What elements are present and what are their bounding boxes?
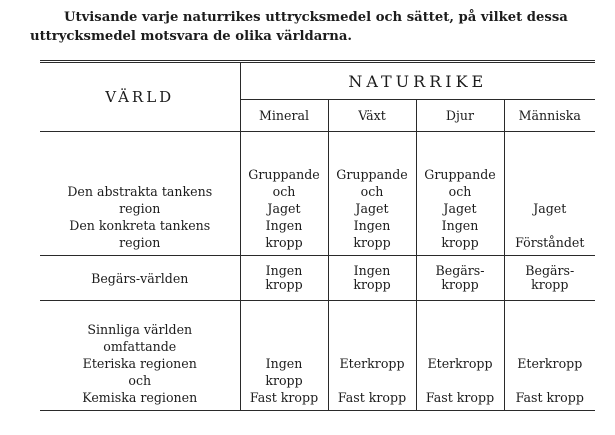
- cell-world-mental: [40, 132, 240, 256]
- line: Den konkreta tankens: [69, 218, 211, 233]
- line: Eteriska regionen: [82, 356, 197, 371]
- table-caption: Utvisande varje naturrikes uttrycksmedel och sättet, på vilket dessa uttrycksmedel motsvara de olika världarna.: [30, 10, 568, 44]
- header-col-human: Människa: [504, 100, 595, 132]
- line: omfattande: [103, 339, 177, 354]
- line: kropp: [353, 235, 391, 250]
- line: Jaget: [355, 201, 389, 216]
- line: region: [119, 201, 161, 216]
- cell-human-mental: [504, 132, 595, 256]
- line: kropp: [265, 235, 303, 250]
- cell-mineral-physical: [240, 301, 328, 411]
- worlds-kingdoms-table: [40, 60, 595, 411]
- table-row-mental: [40, 132, 595, 256]
- line: Jaget: [267, 201, 301, 216]
- header-world: VÄRLD: [40, 62, 240, 132]
- table-row-physical: [40, 301, 595, 411]
- cell-plant-physical: [328, 301, 416, 411]
- line: Förståndet: [515, 235, 585, 250]
- line: Ingen: [353, 263, 391, 278]
- line: Gruppande: [336, 167, 408, 182]
- cell-mineral-mental: [240, 132, 328, 256]
- cell-animal-mental: [416, 132, 504, 256]
- cell-world-physical: [40, 301, 240, 411]
- line: Eterkropp: [339, 356, 405, 371]
- cell-plant-mental: [328, 132, 416, 256]
- header-row: [40, 62, 595, 100]
- header-col-animal: Djur: [416, 100, 504, 132]
- line: kropp: [265, 373, 303, 388]
- line: Eterkropp: [427, 356, 493, 371]
- line-spacer: [505, 372, 596, 389]
- line: och: [448, 184, 472, 199]
- line: och: [360, 184, 384, 199]
- line: Begärs-världen: [91, 270, 189, 286]
- header-kingdoms: NATURRIKE: [240, 62, 595, 100]
- line-spacer: [329, 372, 416, 389]
- cell-plant-desire: [328, 256, 416, 301]
- line: kropp: [531, 277, 569, 292]
- cell-animal-desire: [416, 256, 504, 301]
- line: region: [119, 235, 161, 250]
- line: Ingen: [441, 218, 479, 233]
- line: och: [272, 184, 296, 199]
- line: Sinnliga världen: [87, 322, 193, 337]
- line: Gruppande: [424, 167, 496, 182]
- line: Fast kropp: [425, 390, 495, 405]
- cell-human-physical: [504, 301, 595, 411]
- header-col-plant: Växt: [328, 100, 416, 132]
- line-spacer: [505, 217, 596, 234]
- table-row-desire: [40, 256, 595, 301]
- line: Ingen: [353, 218, 391, 233]
- line: Ingen: [265, 218, 303, 233]
- line: Fast kropp: [337, 390, 407, 405]
- line: Ingen: [265, 263, 303, 278]
- cell-human-desire: [504, 256, 595, 301]
- line: Jaget: [533, 201, 567, 216]
- line: Fast kropp: [249, 390, 319, 405]
- line: Fast kropp: [515, 390, 584, 405]
- line: kropp: [353, 277, 391, 292]
- cell-world-desire: [40, 256, 240, 301]
- line: Jaget: [443, 201, 477, 216]
- line: kropp: [441, 277, 479, 292]
- line: Ingen: [265, 356, 303, 371]
- line: kropp: [265, 277, 303, 292]
- line: Eterkropp: [517, 356, 583, 371]
- line: kropp: [441, 235, 479, 250]
- line: Kemiska regionen: [82, 390, 198, 405]
- line-spacer: [417, 372, 504, 389]
- line: Begärs-: [525, 263, 575, 278]
- cell-animal-physical: [416, 301, 504, 411]
- header-col-mineral: Mineral: [240, 100, 328, 132]
- line: Den abstrakta tankens: [67, 184, 213, 199]
- line: och: [128, 373, 152, 388]
- cell-mineral-desire: [240, 256, 328, 301]
- line: Gruppande: [248, 167, 320, 182]
- line: Begärs-: [435, 263, 485, 278]
